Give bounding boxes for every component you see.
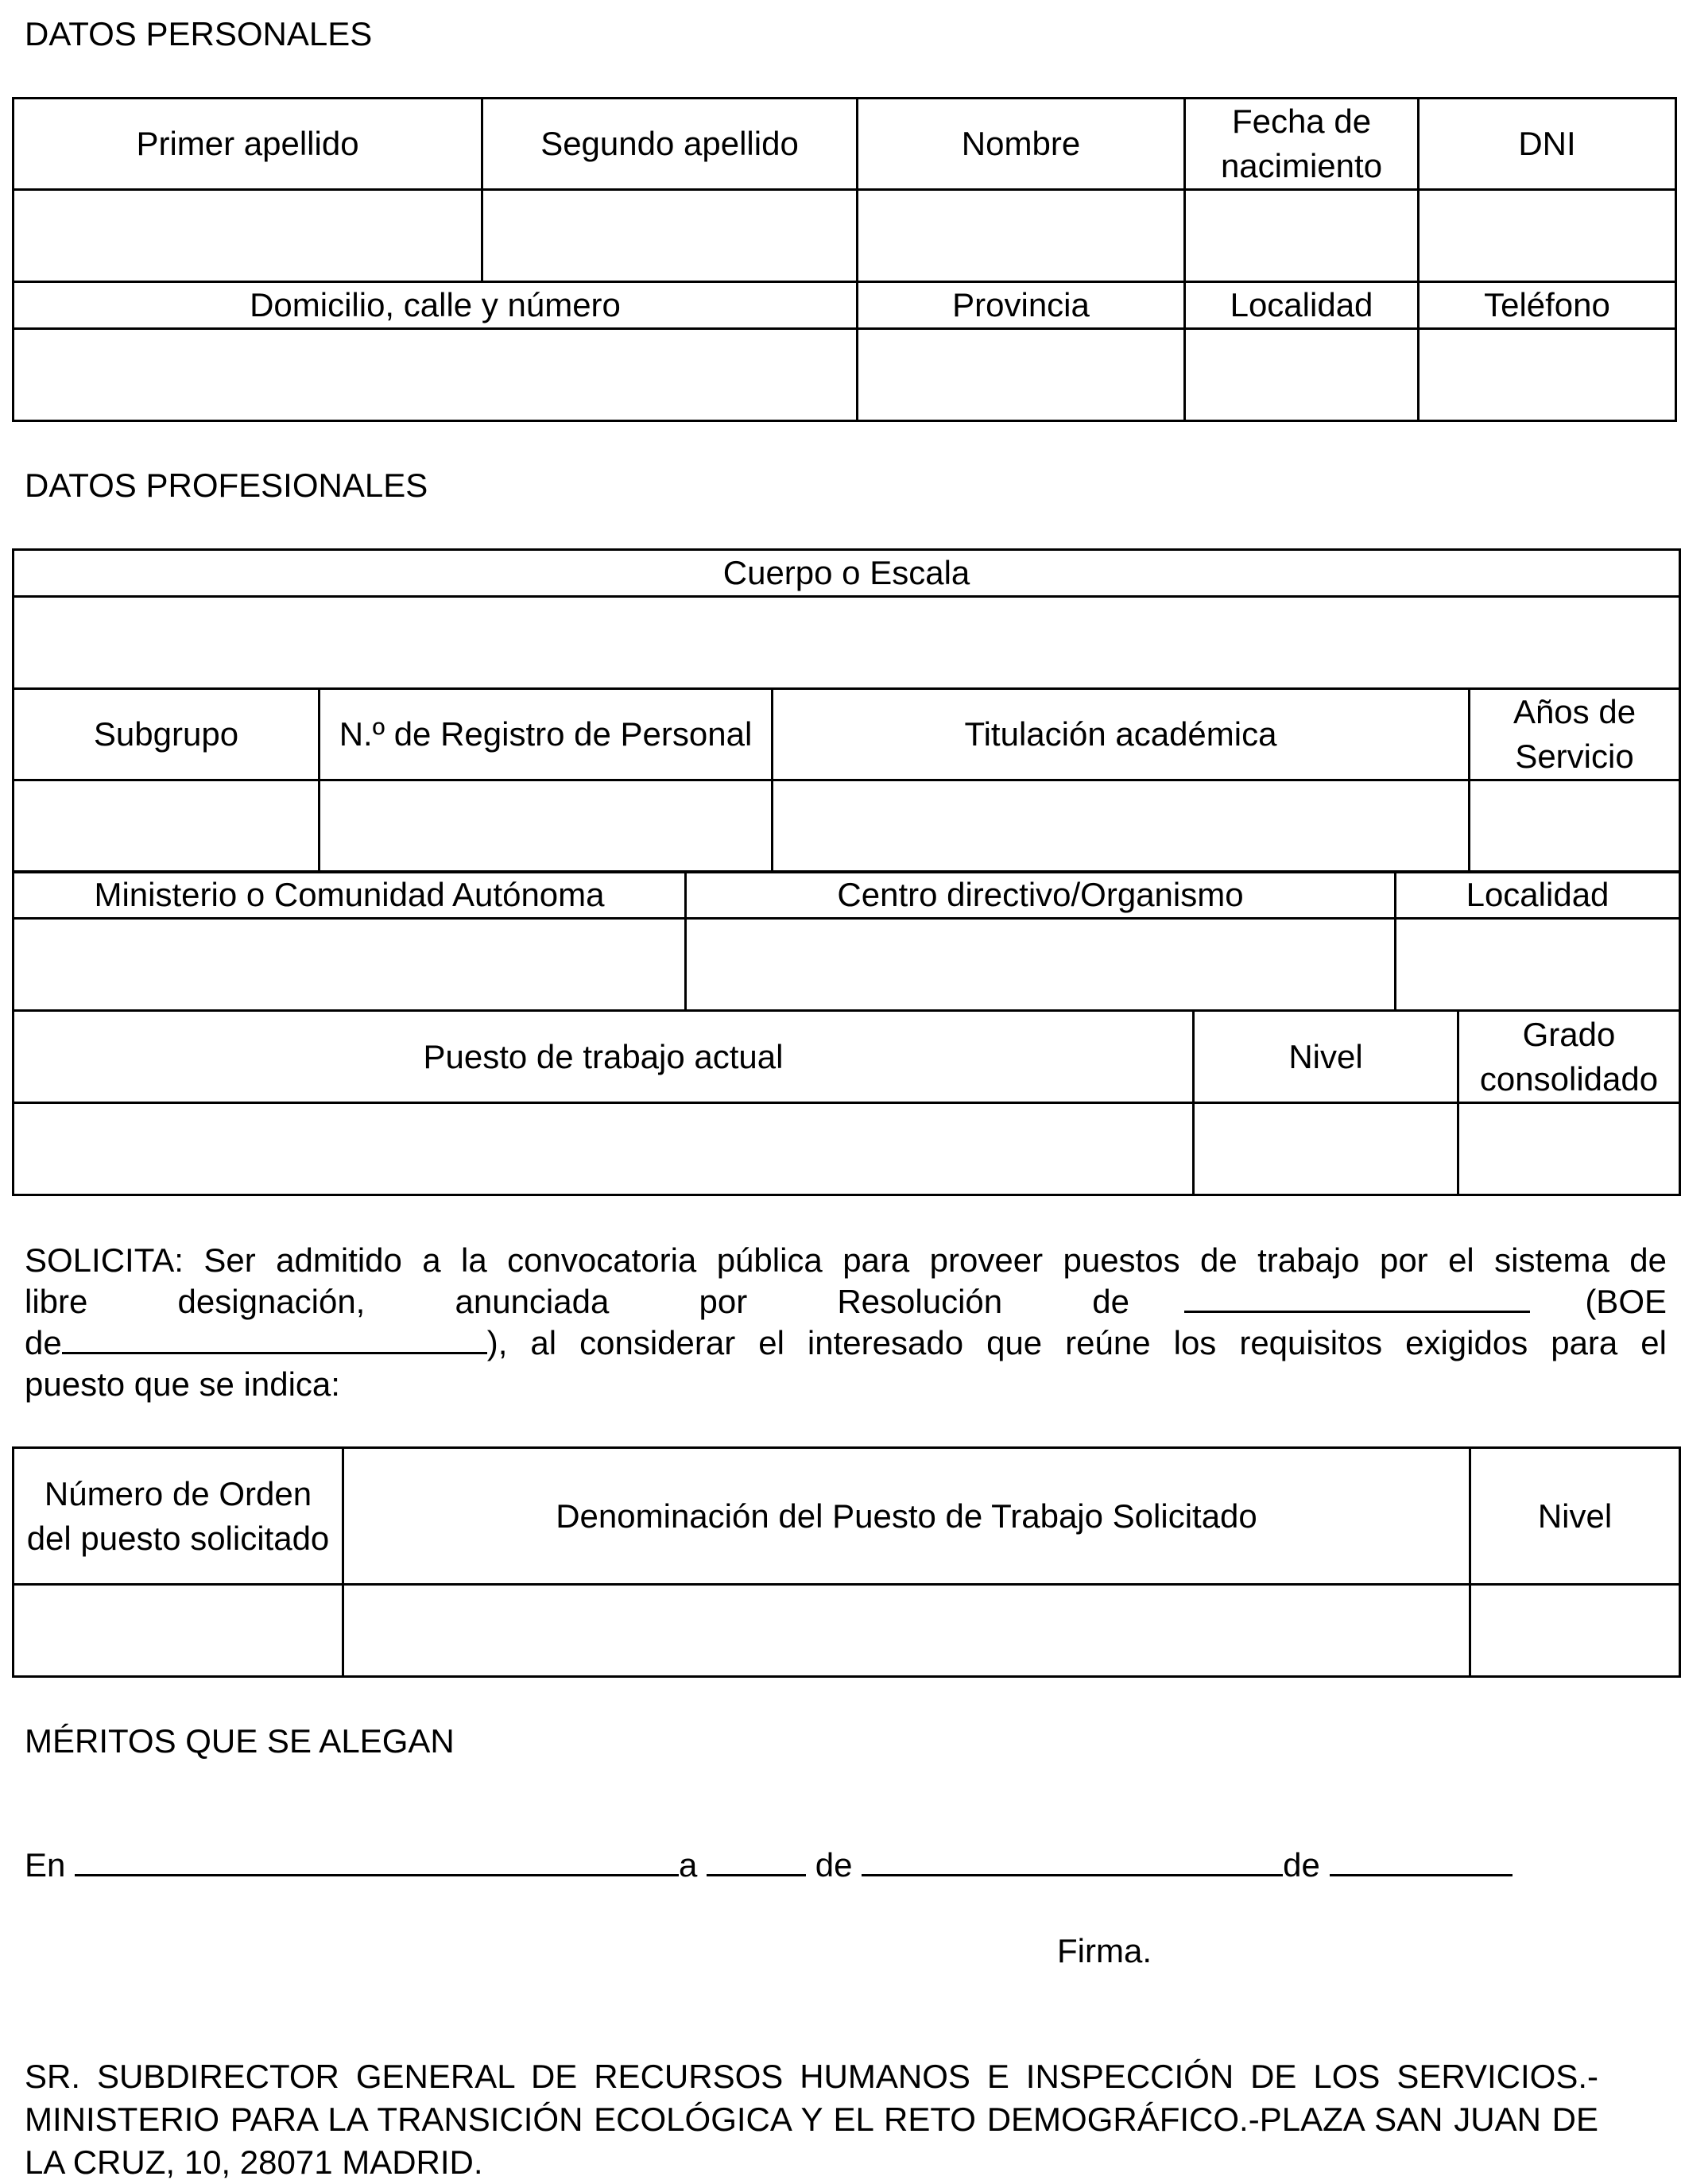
puesto-actual-label: Puesto de trabajo actual [14,1011,1194,1103]
en-text: En [25,1846,66,1884]
solicita-line-4: puesto que se indica: [25,1365,340,1403]
anos-servicio-label: Años de Servicio [1470,689,1680,780]
professional-data-table-1 [12,548,1681,873]
meritos-heading: MÉRITOS QUE SE ALEGAN [25,1722,455,1760]
provincia-label: Provincia [858,282,1185,329]
nivel-actual-field[interactable] [1194,1103,1458,1195]
nivel-solicitado-label: Nivel [1470,1448,1680,1585]
grado-consolidado-label: Grado consolidado [1458,1011,1680,1103]
professional-data-table-3 [12,1009,1681,1196]
segundo-apellido-label: Segundo apellido [482,99,858,190]
numero-orden-label: Número de Orden del puesto solicitado [14,1448,343,1585]
ministerio-field[interactable] [14,919,686,1011]
resolucion-date-blank[interactable] [1184,1282,1530,1313]
denominacion-field[interactable] [343,1585,1470,1677]
localidad-prof-field[interactable] [1396,919,1680,1011]
nombre-label: Nombre [858,99,1185,190]
provincia-field[interactable] [858,329,1185,421]
date-line [25,1845,1513,1885]
localidad-field[interactable] [1185,329,1419,421]
professional-data-table-2 [12,870,1681,1012]
personal-data-heading: DATOS PERSONALES [25,15,373,52]
day-blank[interactable] [707,1845,806,1876]
grado-consolidado-field[interactable] [1458,1103,1680,1195]
solicita-line-3 [25,1322,1667,1364]
titulacion-label: Titulación académica [773,689,1470,780]
domicilio-field[interactable] [14,329,858,421]
nivel-actual-label: Nivel [1194,1011,1458,1103]
telefono-field[interactable] [1419,329,1676,421]
segundo-apellido-field[interactable] [482,190,858,282]
registro-personal-field[interactable] [320,780,773,873]
puesto-actual-field[interactable] [14,1103,1194,1195]
telefono-label: Teléfono [1419,282,1676,329]
dni-field[interactable] [1419,190,1676,282]
professional-data-heading: DATOS PROFESIONALES [25,467,428,504]
month-blank[interactable] [862,1845,1283,1876]
fecha-nacimiento-label: Fecha de nacimiento [1185,99,1419,190]
personal-data-table [12,97,1677,422]
dni-label: DNI [1419,99,1676,190]
solicita-line-3-text: ), al considerar el interesado que reúne los requisitos exigidos para el [486,1324,1667,1361]
numero-orden-field[interactable] [14,1585,343,1677]
place-blank[interactable] [75,1845,679,1876]
solicita-paragraph [25,1240,1667,1405]
denominacion-label: Denominación del Puesto de Trabajo Solicitado [343,1448,1470,1585]
recipient-address: SR. SUBDIRECTOR GENERAL DE RECURSOS HUMANOS E INSPECCIÓN DE LOS SERVICIOS.-MINISTERIO PARA LA TRANSICIÓN ECOLÓGICA Y EL RETO DEMOGRÁFICO.-PLAZA SAN JUAN DE LA CRUZ, 10, 28071 MADRID. [25,2058,1598,2181]
domicilio-label: Domicilio, calle y número [14,282,858,329]
de2-text: de [1283,1846,1320,1884]
localidad-label: Localidad [1185,282,1419,329]
solicita-line-2 [25,1281,1667,1322]
subgrupo-field[interactable] [14,780,320,873]
ministerio-label: Ministerio o Comunidad Autónoma [14,872,686,919]
titulacion-field[interactable] [773,780,1470,873]
solicita-boe-text: (BOE [1585,1283,1667,1320]
fecha-nacimiento-field[interactable] [1185,190,1419,282]
localidad-prof-label: Localidad [1396,872,1680,919]
solicita-line-1: SOLICITA: Ser admitido a la convocatoria pública para proveer puestos de trabajo por el sistema de [25,1241,1667,1279]
primer-apellido-label: Primer apellido [14,99,482,190]
solicita-de-text: de [25,1324,62,1361]
solicita-line-2-text: libre designación, anunciada por Resolución de [25,1283,1129,1320]
firma-label: Firma. [1057,1932,1152,1969]
centro-directivo-field[interactable] [686,919,1396,1011]
year-blank[interactable] [1330,1845,1513,1876]
de1-text: de [815,1846,853,1884]
anos-servicio-field[interactable] [1470,780,1680,873]
a-text: a [679,1846,698,1884]
registro-personal-label: N.º de Registro de Personal [320,689,773,780]
nivel-solicitado-field[interactable] [1470,1585,1680,1677]
requested-position-table [12,1446,1681,1678]
primer-apellido-field[interactable] [14,190,482,282]
centro-directivo-label: Centro directivo/Organismo [686,872,1396,919]
cuerpo-escala-field[interactable] [14,597,1680,689]
boe-date-blank[interactable] [62,1323,487,1354]
nombre-field[interactable] [858,190,1185,282]
cuerpo-escala-label: Cuerpo o Escala [14,550,1680,597]
subgrupo-label: Subgrupo [14,689,320,780]
